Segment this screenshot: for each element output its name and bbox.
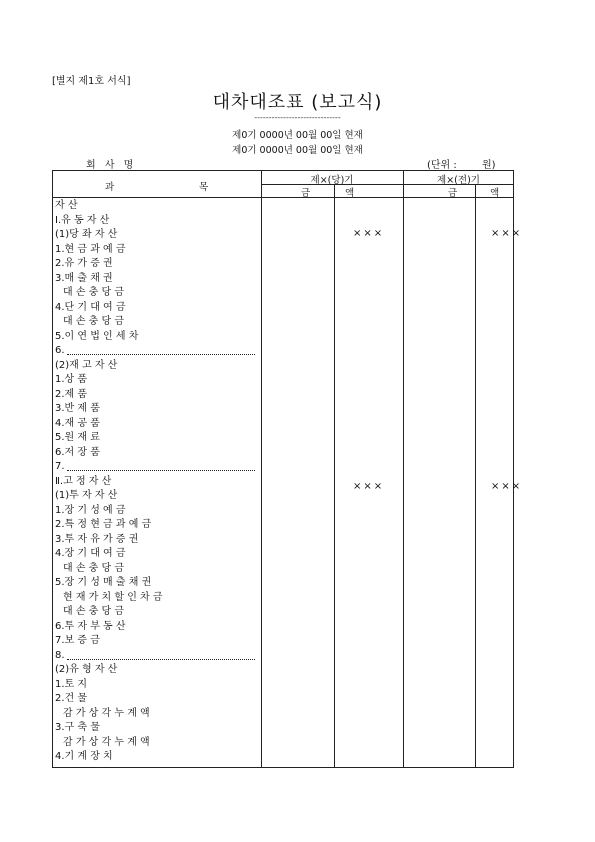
fixed-asset-mark-prior: ××× xyxy=(491,481,523,492)
row-investment-property: 6.투 자 부 동 산 xyxy=(55,620,126,632)
row-securities: 2.유 가 증 권 xyxy=(55,258,113,269)
row-investment-assets: (1)투 자 자 산 xyxy=(55,490,118,501)
row-raw-materials: 5.원 재 료 xyxy=(55,432,100,443)
row-allowance-3: 대 손 충 당 금 xyxy=(63,562,125,574)
row-blank-8-label: 8. xyxy=(55,649,65,661)
row-deferred-tax: 5.이 연 법 인 세 차 xyxy=(55,330,139,342)
col-divider-current-inner xyxy=(334,184,335,767)
row-cash-deposits: 1.현 금 과 예 금 xyxy=(55,243,126,255)
row-quick-assets: (1)당 좌 자 산 xyxy=(55,229,118,240)
row-blank-8 xyxy=(55,649,253,663)
row-structures: 3.구 축 물 xyxy=(55,722,100,733)
dotted-leader xyxy=(67,354,255,355)
balance-sheet-table xyxy=(52,170,523,768)
row-machinery: 4.기 계 장 치 xyxy=(55,751,113,762)
row-blank-7 xyxy=(55,460,253,474)
unit-label xyxy=(427,156,496,171)
row-blank-6 xyxy=(55,344,253,358)
row-specific-cash: 2.특 정 현 금 과 예 금 xyxy=(55,519,152,530)
row-accum-depreciation-1: 감 가 상 각 누 계 액 xyxy=(63,707,150,719)
row-land: 1.토 지 xyxy=(55,678,88,690)
header-current-period: 제×(당)기 xyxy=(310,175,354,186)
period-current: 제0기 0000년 00월 00일 현재 xyxy=(232,130,363,141)
period-prior: 제0기 0000년 00월 00일 현재 xyxy=(232,145,363,156)
row-tangible-assets: (2)유 형 자 산 xyxy=(55,664,118,675)
row-goods: 1.상 품 xyxy=(55,374,88,385)
row-assets: 자 산 xyxy=(55,200,78,211)
row-accum-depreciation-2: 감 가 상 각 누 계 액 xyxy=(63,736,150,748)
header-subject-1: 과 xyxy=(105,182,115,193)
row-blank-7-label: 7. xyxy=(55,461,65,472)
title-underline: ------------------------------ xyxy=(254,113,341,122)
row-buildings: 2.건 물 xyxy=(55,693,88,704)
header-bottom-line xyxy=(53,197,514,198)
row-allowance-4: 대 손 충 당 금 xyxy=(63,606,125,617)
row-long-receivables: 5.장 기 성 매 출 채 권 xyxy=(55,577,152,588)
row-investment-securities: 3.투 자 유 가 증 권 xyxy=(55,533,139,545)
row-blank-6-label: 6. xyxy=(55,345,65,356)
col-divider-subject xyxy=(261,171,262,767)
unit-prefix: (단위 : xyxy=(427,160,457,171)
row-receivables: 3.매 출 채 권 xyxy=(55,272,113,284)
current-asset-mark-current: ××× xyxy=(353,228,385,239)
row-long-deposits: 1.장 기 성 예 금 xyxy=(55,504,126,516)
unit-suffix: 원) xyxy=(481,160,496,171)
header-subject-2: 목 xyxy=(199,182,209,193)
row-current-assets: Ⅰ.유 동 자 산 xyxy=(55,214,110,226)
current-asset-mark-prior: ××× xyxy=(491,228,523,239)
fixed-asset-mark-current: ××× xyxy=(353,481,385,492)
row-long-loans: 4.장 기 대 여 금 xyxy=(55,548,126,559)
row-semi-products: 3.반 제 품 xyxy=(55,403,100,414)
header-prior-amount-2: 액 xyxy=(490,188,500,199)
company-name-label: 회 사 명 xyxy=(86,160,137,171)
page-title: 대차대조표 (보고식) xyxy=(212,92,383,113)
header-current-amount-1: 금 xyxy=(301,188,311,199)
header-prior-amount-1: 금 xyxy=(448,188,458,199)
row-short-loans: 4.단 기 대 여 금 xyxy=(55,301,126,313)
header-current-amount-2: 액 xyxy=(345,188,355,199)
dotted-leader xyxy=(67,659,255,660)
row-guarantee-deposits: 7.보 증 금 xyxy=(55,635,100,646)
row-fixed-assets: Ⅱ.고 정 자 산 xyxy=(55,475,112,487)
row-inventory: (2)재 고 자 산 xyxy=(55,359,118,371)
col-divider-period xyxy=(403,171,404,767)
row-work-in-process: 4.재 공 품 xyxy=(55,417,100,429)
col-divider-prior-inner xyxy=(475,184,476,767)
row-products: 2.제 품 xyxy=(55,388,88,400)
row-supplies: 6.저 장 품 xyxy=(55,446,100,458)
row-present-value-discount: 현 재 가 치 할 인 차 금 xyxy=(63,591,163,603)
row-allowance-1: 대 손 충 당 금 xyxy=(63,287,125,298)
dotted-leader xyxy=(67,470,255,471)
header-prior-period: 제×(전)기 xyxy=(437,175,480,186)
row-allowance-2: 대 손 충 당 금 xyxy=(63,316,125,327)
form-number: [별지 제1호 서식] xyxy=(52,76,131,87)
